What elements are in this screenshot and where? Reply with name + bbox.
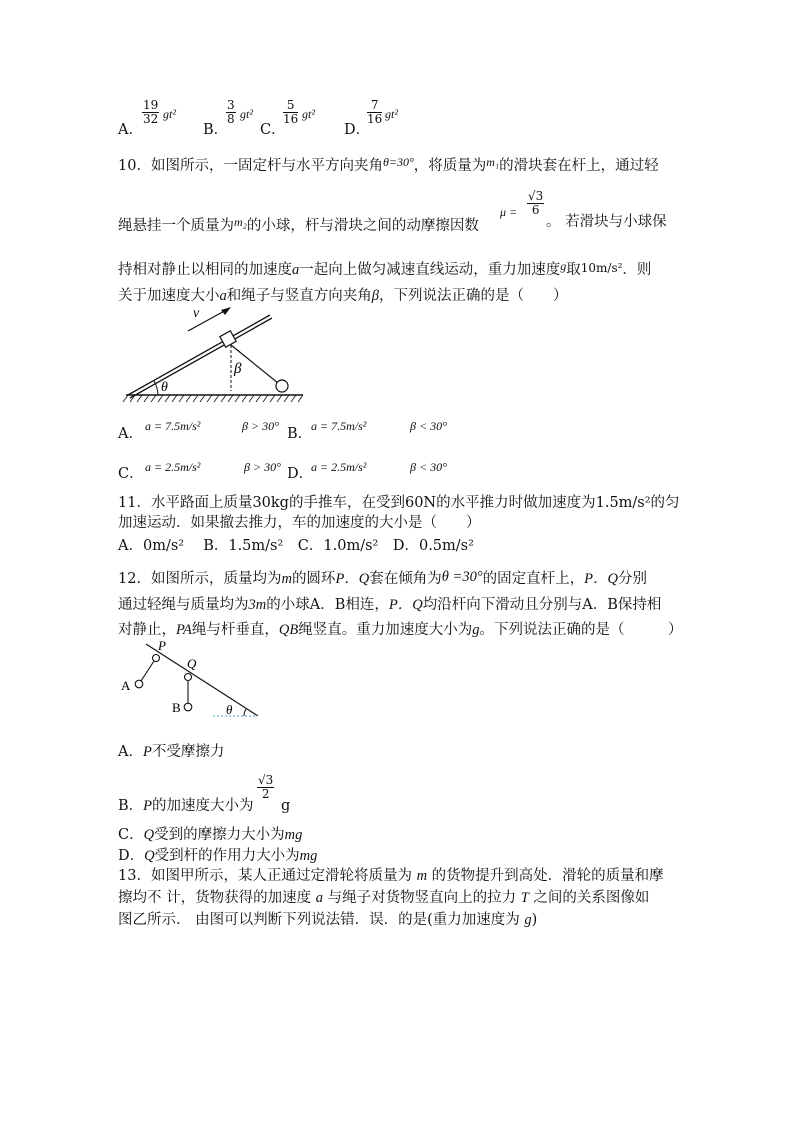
q9-option-a-fraction: $\frac{19}{32}$ <box>143 98 159 126</box>
q10-mu-fraction: $\frac{√3}{6}$ <box>528 189 544 217</box>
q12-option-c: C．Q受到的摩擦力大小为mg <box>118 827 303 843</box>
q10-velocity-label: v <box>193 306 200 321</box>
q12-label-p: P <box>158 638 166 653</box>
q10-option-a-angle: β > 30° <box>242 419 279 433</box>
q12-label-q: Q <box>187 656 197 671</box>
q12-line-3: 对静止，PA绳与杆垂直，QB绳竖直。重力加速度大小为g。下列说法正确的是（ ） <box>118 622 683 638</box>
q9-option-c-letter: C． <box>260 122 286 138</box>
q10-mu-symbol: μ = <box>500 205 518 219</box>
q10-beta-label: β <box>234 361 242 377</box>
q9-option-b-expr: gt² <box>240 107 253 121</box>
q9-option-a-expr: gt² <box>163 107 176 121</box>
q10-figure <box>118 303 318 408</box>
q12-option-d: D．Q受到杆的作用力大小为mg <box>118 848 318 864</box>
q9-option-a-letter: A． <box>118 122 143 138</box>
q9-option-b-letter: B． <box>203 122 229 138</box>
q9-option-d-expr: gt² <box>385 107 398 121</box>
q11-line-1: 11．水平路面上质量30kg的手推车，在受到60N的水平推力时做加速度为1.5m/s²的匀 <box>118 495 680 511</box>
q10-option-d-angle: β < 30° <box>410 460 447 474</box>
q12-ring-p <box>153 655 160 662</box>
q10-option-d-letter: D． <box>287 466 314 482</box>
q10-rod <box>128 315 272 398</box>
q12-line-1: 12．如图所示，质量均为m的圆环P．Q套在倾角为θ =30°的固定直杆上，P．Q分别 <box>118 569 647 587</box>
q10-line-2: 绳悬挂一个质量为$^{m_2}$的小球，杆与滑块之间的动摩擦因数 <box>118 215 479 234</box>
q12-option-a: A．P不受摩擦力 <box>118 744 225 760</box>
q12-ring-q <box>185 674 192 681</box>
q12-line-2: 通过轻绳与质量均为3m的小球A．B相连，P．Q均沿杆向下滑动且分别与A．B保持相 <box>118 597 662 613</box>
q10-option-c-accel: a = 2.5m/s² <box>145 460 201 474</box>
q9-option-d-letter: D． <box>344 122 371 138</box>
q12-label-b: B <box>172 700 181 715</box>
q10-line-3: 持相对静止以相同的加速度a一起向上做匀减速直线运动，重力加速度$^g$取10m/s²．则 <box>118 259 652 278</box>
q12-option-b: B．P的加速度大小为 <box>118 798 254 814</box>
q13-line-3: 图乙所示． 由图可以判断下列说法错．误．的是(重力加速度为 g) <box>118 912 538 928</box>
q9-option-c-expr: gt² <box>302 107 315 121</box>
q12-theta-arc <box>244 709 246 716</box>
q12-ball-b <box>184 703 192 711</box>
q12-ball-a <box>135 680 143 688</box>
q12-option-b-g: g <box>281 798 291 814</box>
q10-line-1: 10．如图所示，一固定杆与水平方向夹角$^{\theta=30^\circ}$，将质量为$^{m_1}$的滑块套在杆上，通过轻 <box>118 155 659 174</box>
q12-figure <box>118 636 268 720</box>
q10-ball <box>276 380 288 392</box>
q9-option-c-fraction: $\frac{5}{16}$ <box>283 98 299 126</box>
q10-option-b-accel: a = 7.5m/s² <box>311 419 367 433</box>
q12-theta-label: θ <box>226 702 233 717</box>
q12-label-a: A <box>121 678 131 693</box>
q10-slider-block <box>220 331 236 347</box>
q13-line-2: 擦均不 计，货物获得的加速度 a 与绳子对货物竖直向上的拉力 T 之间的关系图像如 <box>118 890 650 906</box>
q10-option-b-angle: β < 30° <box>410 419 447 433</box>
q10-line-4: 关于加速度大小a和绳子与竖直方向夹角β，下列说法正确的是（ ） <box>118 288 568 304</box>
q10-option-c-letter: C． <box>118 466 144 482</box>
q11-line-2: 加速运动．如果撤去推力，车的加速度的大小是（ ） <box>118 515 481 531</box>
q12-rope-pa <box>141 661 154 681</box>
q12-option-b-fraction: $\frac{√3}{2}$ <box>258 773 274 801</box>
q13-line-1: 13．如图甲所示，某人正通过定滑轮将质量为 m 的货物提升到高处．滑轮的质量和摩 <box>118 868 664 884</box>
q10-ground <box>123 395 303 402</box>
q10-option-a-letter: A． <box>118 426 143 442</box>
q9-option-b-fraction: $\frac{3}{8}$ <box>227 98 235 126</box>
q10-option-b-letter: B． <box>287 426 313 442</box>
q10-option-d-accel: a = 2.5m/s² <box>311 460 367 474</box>
q10-line-2-tail: 。 若滑块与小球保 <box>546 214 667 230</box>
q11-options: A．0m/s² B．1.5m/s² C．1.0m/s² D．0.5m/s² <box>118 538 474 554</box>
q10-option-c-angle: β > 30° <box>244 460 281 474</box>
q10-theta-label: θ <box>161 380 168 395</box>
q10-option-a-accel: a = 7.5m/s² <box>145 419 201 433</box>
q9-option-d-fraction: $\frac{7}{16}$ <box>367 98 383 126</box>
q12-rod <box>146 644 258 716</box>
